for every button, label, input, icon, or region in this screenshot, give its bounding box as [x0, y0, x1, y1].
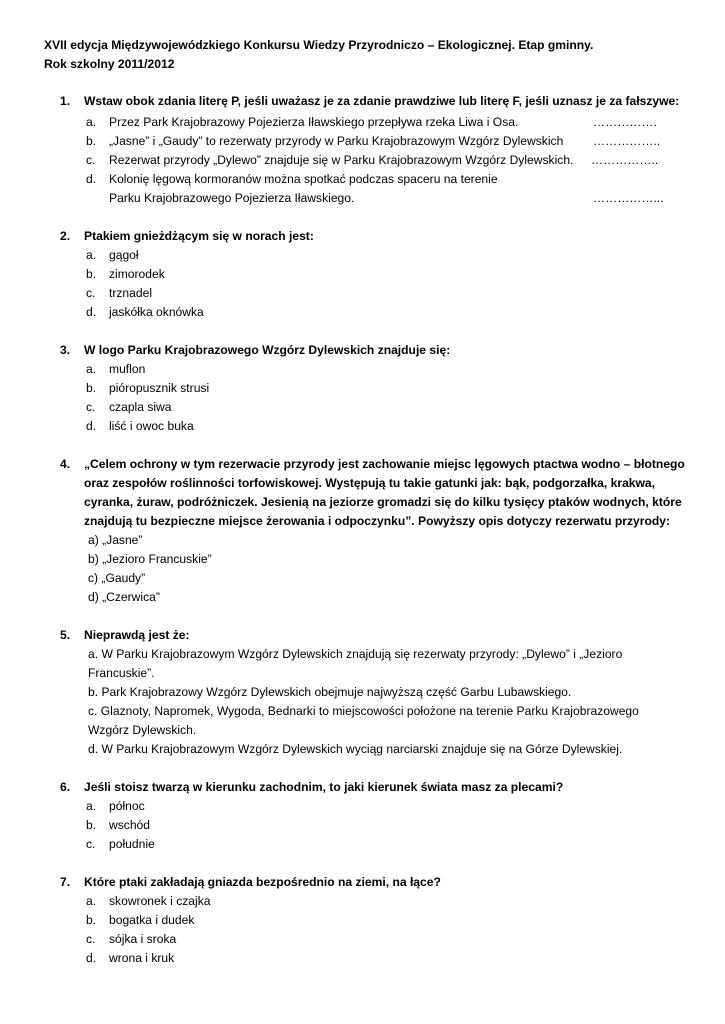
- option-text[interactable]: bogatka i dudek: [109, 913, 195, 927]
- item-label: a.: [86, 115, 97, 129]
- option-text[interactable]: zimorodek: [109, 267, 165, 281]
- item-label: d.: [86, 172, 97, 186]
- question-number: 5.: [60, 628, 71, 642]
- question-text: Ptakiem gnieżdżącym się w norach jest:: [84, 229, 314, 243]
- header-school-year: Rok szkolny 2011/2012: [44, 57, 175, 71]
- option-label: a.: [86, 894, 97, 908]
- question-number: 2.: [60, 229, 71, 243]
- option-text[interactable]: c. Glaznoty, Napromek, Wygoda, Bednarki to miejscowości położone na terenie Parku Krajobrazowego: [88, 704, 639, 718]
- option-label: d.: [86, 419, 97, 433]
- question-text-line: „Celem ochrony w tym rezerwacie przyrody jest zachowanie miejsc lęgowych ptactwa wodno – błotnego: [84, 457, 685, 471]
- option-text[interactable]: jaskółka oknówka: [109, 305, 204, 319]
- question-text: W logo Parku Krajobrazowego Wzgórz Dylewskich znajduje się:: [84, 343, 451, 357]
- item-label: b.: [86, 134, 97, 148]
- option-text[interactable]: d. W Parku Krajobrazowym Wzgórz Dylewskich wyciąg narciarski znajduje się na Górze Dylewskiej.: [88, 742, 623, 756]
- option-text[interactable]: gągoł: [109, 248, 139, 262]
- item-text: Rezerwat przyrody „Dylewo” znajduje się w Parku Krajobrazowym Wzgórz Dylewskich.: [109, 153, 574, 167]
- option-label: a.: [86, 248, 97, 262]
- option-text-continued: Francuskie”.: [88, 666, 155, 680]
- item-label: c.: [86, 153, 96, 167]
- option-text[interactable]: b) „Jezioro Francuskie”: [88, 552, 212, 566]
- option-label: b.: [86, 818, 97, 832]
- question-text: Wstaw obok zdania literę P, jeśli uważasz je za zdanie prawdziwe lub literę F, jeśli uznasz je za fałszywe:: [84, 94, 680, 108]
- option-label: d.: [86, 951, 97, 965]
- question-text-line: cyranka, żuraw, podróżniczek. Jesienią na jeziorze gromadzi się do kilku tysięcy ptaków wodnych, które: [84, 495, 682, 509]
- question-number: 1.: [60, 94, 71, 108]
- question-text: Nieprawdą jest że:: [84, 628, 190, 642]
- option-text[interactable]: skowronek i czajka: [109, 894, 211, 908]
- answer-blank[interactable]: …………….: [593, 115, 657, 129]
- question-text: Jeśli stoisz twarzą w kierunku zachodnim, to jaki kierunek świata masz za plecami?: [84, 780, 564, 794]
- option-text[interactable]: pióropusznik strusi: [109, 381, 210, 395]
- option-label: c.: [86, 932, 96, 946]
- item-text: Przez Park Krajobrazowy Pojezierza Iławskiego przepływa rzeka Liwa i Osa.: [109, 115, 519, 129]
- option-text[interactable]: trznadel: [109, 286, 153, 300]
- option-text[interactable]: d) „Czerwica”: [88, 590, 160, 604]
- question-number: 3.: [60, 343, 71, 357]
- option-label: a.: [86, 799, 97, 813]
- option-text[interactable]: liść i owoc buka: [109, 419, 194, 433]
- option-label: c.: [86, 400, 96, 414]
- option-label: d.: [86, 305, 97, 319]
- answer-blank[interactable]: ……………..: [593, 134, 661, 148]
- option-text-continued: Wzgórz Dylewskich.: [88, 723, 197, 737]
- option-text[interactable]: a) „Jasne”: [88, 533, 143, 547]
- answer-blank[interactable]: ……………..: [591, 153, 659, 167]
- option-text[interactable]: muflon: [109, 362, 146, 376]
- question-number: 4.: [60, 457, 71, 471]
- item-text-continued: Parku Krajobrazowego Pojezierza Iławskiego.: [109, 191, 355, 205]
- option-label: b.: [86, 267, 97, 281]
- header-title: XVII edycja Międzywojewódzkiego Konkursu Wiedzy Przyrodniczo – Ekologicznej. Etap gminny.: [44, 38, 594, 52]
- question-text-line: znajdują tu bezpieczne miejsce żerowania i odpoczynku”. Powyższy opis dotyczy rezerwatu przyrody:: [84, 514, 671, 528]
- question-text: Które ptaki zakładają gniazda bezpośrednio na ziemi, na łące?: [84, 875, 441, 889]
- option-label: c.: [86, 837, 96, 851]
- option-label: b.: [86, 913, 97, 927]
- option-label: c.: [86, 286, 96, 300]
- question-text-line: oraz zespołów roślinności torfowiskowej. Występują tu takie gatunki jak: bąk, podgorzałka, krakwa,: [84, 476, 656, 490]
- option-text[interactable]: a. W Parku Krajobrazowym Wzgórz Dylewskich znajdują się rezerwaty przyrody: „Dylewo” i „Jezioro: [88, 647, 623, 661]
- question-number: 6.: [60, 780, 71, 794]
- option-text[interactable]: sójka i sroka: [109, 932, 177, 946]
- item-text: Kolonię lęgową kormoranów można spotkać podczas spaceru na terenie: [109, 172, 498, 186]
- option-text[interactable]: południe: [109, 837, 155, 851]
- question-number: 7.: [60, 875, 71, 889]
- option-text[interactable]: wschód: [109, 818, 151, 832]
- option-label: b.: [86, 381, 97, 395]
- option-text[interactable]: północ: [109, 799, 145, 813]
- option-text[interactable]: czapla siwa: [109, 400, 172, 414]
- option-label: a.: [86, 362, 97, 376]
- item-text: „Jasne” i „Gaudy” to rezerwaty przyrody w Parku Krajobrazowym Wzgórz Dylewskich: [109, 134, 564, 148]
- answer-blank[interactable]: ……………...: [593, 191, 664, 205]
- option-text[interactable]: b. Park Krajobrazowy Wzgórz Dylewskich obejmuje najwyższą część Garbu Lubawskiego.: [88, 685, 572, 699]
- option-text[interactable]: wrona i kruk: [109, 951, 175, 965]
- option-text[interactable]: c) „Gaudy”: [88, 571, 146, 585]
